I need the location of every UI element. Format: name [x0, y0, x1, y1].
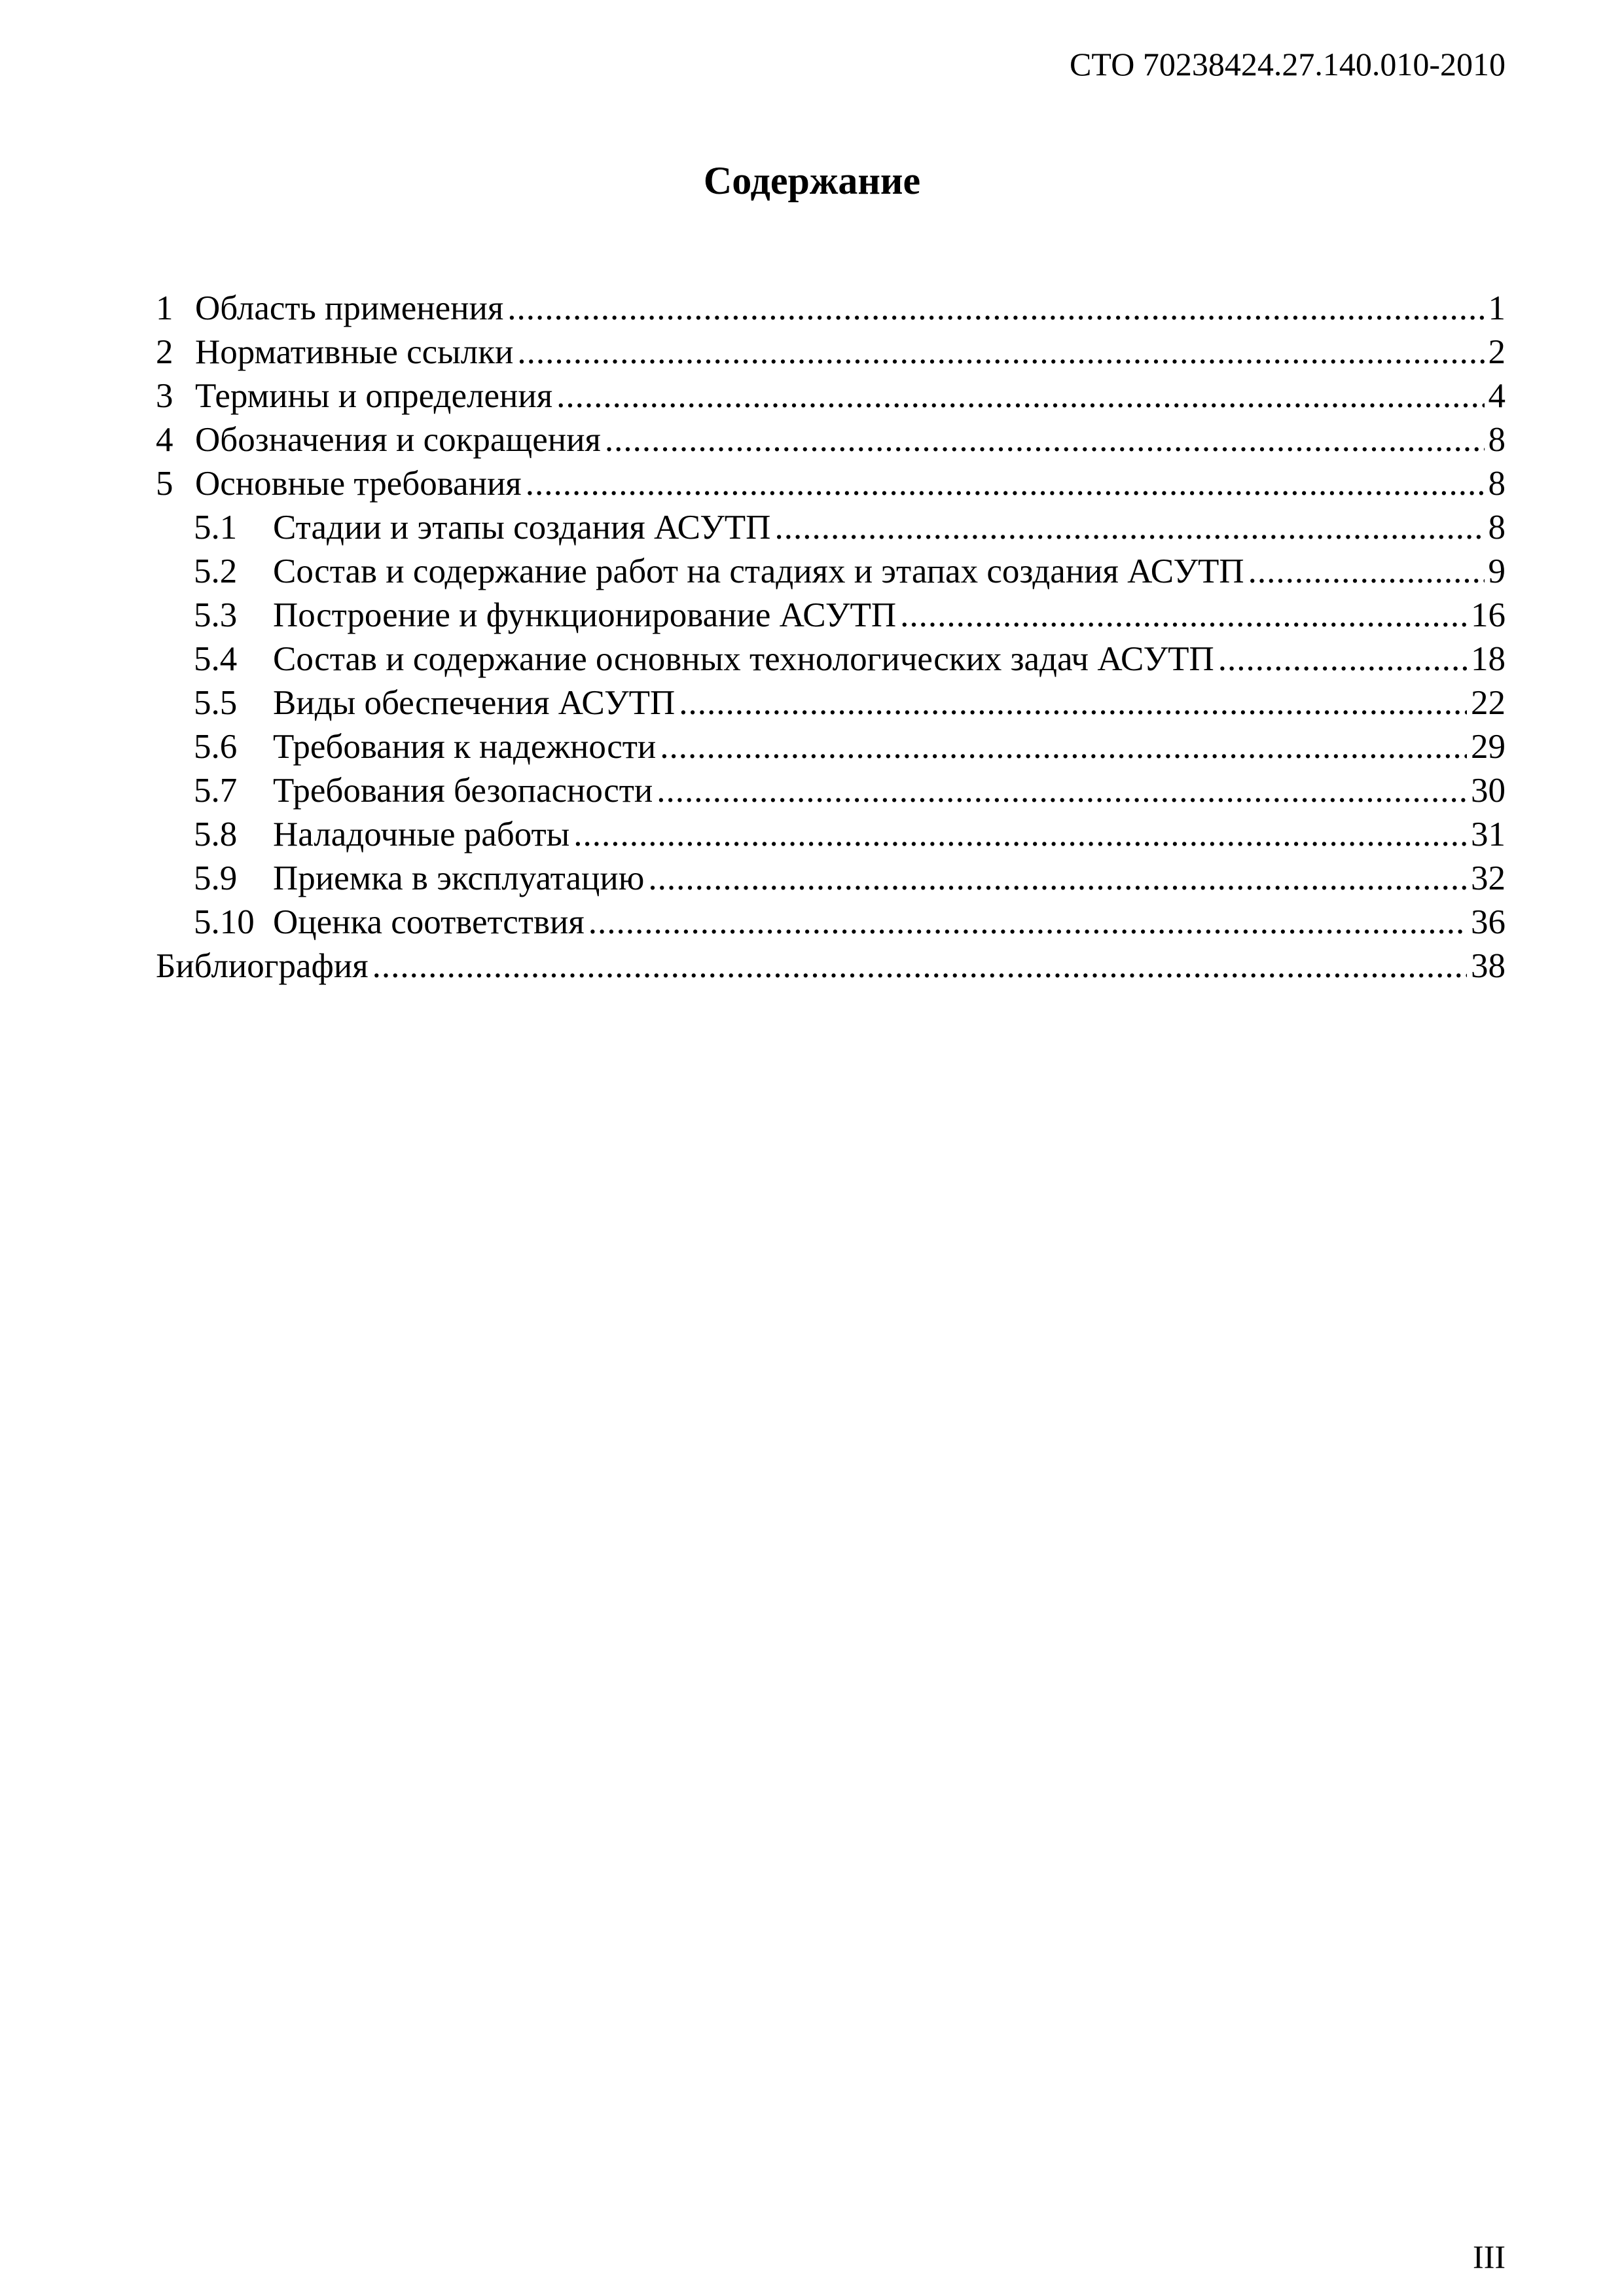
- toc-entry-number: 5.10: [194, 903, 255, 941]
- toc-entry-page: 32: [1471, 859, 1506, 897]
- toc-entry-label: Требования безопасности: [273, 772, 653, 810]
- toc-entry-label: Основные требования: [195, 465, 522, 503]
- toc-entry-label: Построение и функционирование АСУТП: [273, 596, 897, 634]
- toc-entry-page: 8: [1488, 421, 1506, 459]
- toc-entry-number: 5.5: [194, 684, 238, 722]
- toc-entry-page: 30: [1471, 772, 1506, 810]
- toc-entry[interactable]: [156, 462, 1506, 506]
- toc-entry-number: 5.3: [194, 596, 238, 634]
- toc-entry-number: 5.4: [194, 640, 238, 678]
- toc-dot-leader: [1218, 637, 1467, 681]
- toc-entry-label: Стадии и этапы создания АСУТП: [273, 509, 771, 547]
- toc-subentry[interactable]: [156, 637, 1506, 681]
- toc-entry-number: 5.1: [194, 509, 238, 547]
- toc-entry-label: Обозначения и сокращения: [195, 421, 601, 459]
- toc-dot-leader: [1248, 550, 1485, 594]
- table-of-contents: [156, 287, 1506, 988]
- toc-entry-page: 31: [1471, 816, 1506, 853]
- toc-entry-page: 29: [1471, 728, 1506, 766]
- toc-entry-label: Оценка соответствия: [273, 903, 585, 941]
- document-code: СТО 70238424.27.140.010-2010: [1070, 46, 1506, 82]
- toc-entry[interactable]: [156, 418, 1506, 462]
- toc-entry-label: Виды обеспечения АСУТП: [273, 684, 676, 722]
- toc-dot-leader: [648, 857, 1467, 901]
- toc-entry-page: 4: [1488, 377, 1506, 415]
- toc-dot-leader: [517, 331, 1484, 374]
- toc-entry-page: 9: [1488, 552, 1506, 590]
- toc-entry-label: Область применения: [195, 289, 504, 327]
- toc-entry[interactable]: [156, 331, 1506, 374]
- toc-entry-number: 1: [156, 289, 173, 327]
- toc-entry-page: 16: [1471, 596, 1506, 634]
- toc-entry-label: Требования к надежности: [273, 728, 657, 766]
- toc-dot-leader: [556, 374, 1484, 418]
- toc-dot-leader: [900, 594, 1467, 637]
- page-number: III: [1473, 2238, 1506, 2275]
- toc-entry-page: 36: [1471, 903, 1506, 941]
- toc-subentry[interactable]: [156, 550, 1506, 594]
- toc-entry-label: Состав и содержание основных технологических задач АСУТП: [273, 640, 1214, 678]
- toc-subentry[interactable]: [156, 506, 1506, 550]
- toc-entry[interactable]: [156, 374, 1506, 418]
- toc-dot-leader: [605, 418, 1485, 462]
- toc-entry-number: 5.2: [194, 552, 238, 590]
- toc-entry-page: 38: [1471, 947, 1506, 985]
- toc-entry-number: 5.6: [194, 728, 238, 766]
- toc-dot-leader: [660, 725, 1467, 769]
- toc-entry-page: 18: [1471, 640, 1506, 678]
- toc-subentry[interactable]: [156, 594, 1506, 637]
- toc-entry-number: 5.7: [194, 772, 238, 810]
- toc-entry-number: 5: [156, 465, 173, 503]
- page-title: Содержание: [703, 159, 921, 202]
- toc-entry-label: Термины и определения: [195, 377, 553, 415]
- toc-dot-leader: [679, 681, 1467, 725]
- toc-entry-number: 3: [156, 377, 173, 415]
- toc-subentry[interactable]: [156, 857, 1506, 901]
- toc-dot-leader: [507, 287, 1484, 331]
- toc-entry-label: Нормативные ссылки: [195, 333, 514, 371]
- toc-entry-number: 5.9: [194, 859, 238, 897]
- toc-entry-page: 1: [1488, 289, 1506, 327]
- toc-entry-page: 2: [1488, 333, 1506, 371]
- toc-entry[interactable]: [156, 287, 1506, 331]
- toc-subentry[interactable]: [156, 901, 1506, 944]
- toc-entry-page: 8: [1488, 509, 1506, 547]
- toc-entry-page: 22: [1471, 684, 1506, 722]
- toc-dot-leader: [774, 506, 1484, 550]
- toc-entry-label: Библиография: [156, 947, 369, 985]
- toc-dot-leader: [573, 813, 1467, 857]
- toc-subentry[interactable]: [156, 813, 1506, 857]
- toc-entry-label: Приемка в эксплуатацию: [273, 859, 645, 897]
- toc-dot-leader: [526, 462, 1485, 506]
- toc-entry-number: 4: [156, 421, 173, 459]
- toc-entry-bibliography[interactable]: [156, 944, 1506, 988]
- toc-entry-page: 8: [1488, 465, 1506, 503]
- toc-dot-leader: [372, 944, 1467, 988]
- toc-entry-number: 5.8: [194, 816, 238, 853]
- toc-entry-label: Наладочные работы: [273, 816, 570, 853]
- toc-entry-number: 2: [156, 333, 173, 371]
- toc-dot-leader: [657, 769, 1467, 813]
- toc-subentry[interactable]: [156, 769, 1506, 813]
- toc-subentry[interactable]: [156, 681, 1506, 725]
- toc-entry-label: Состав и содержание работ на стадиях и этапах создания АСУТП: [273, 552, 1244, 590]
- toc-subentry[interactable]: [156, 725, 1506, 769]
- toc-dot-leader: [588, 901, 1467, 944]
